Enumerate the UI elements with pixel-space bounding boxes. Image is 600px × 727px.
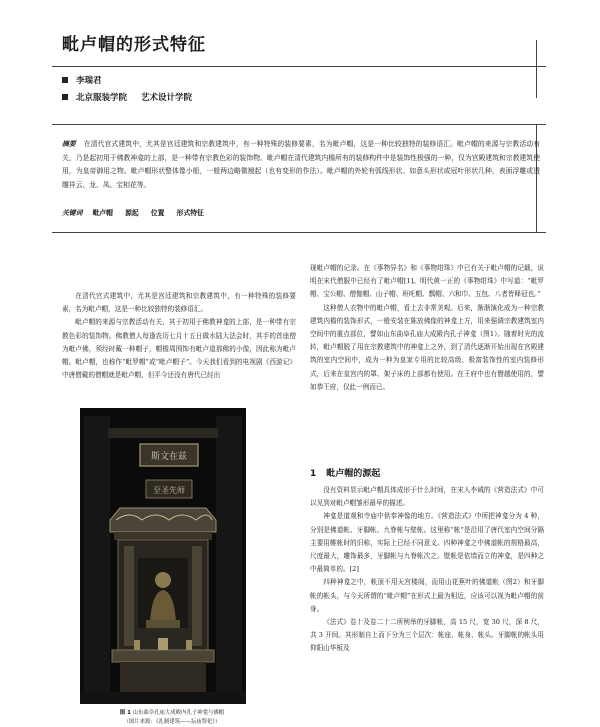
body-paragraph: 神龛是道观和寺庙中供奉神像的地方。《营造法式》中所把神龛分为 4 种，分别是佛道帐、牙脚帐、九脊帐与壁帐。这里称“帐”是沿用了唐代室内空间分隔主要用帷帐时的旧称，实际上已经不同意义。四种神龛之中佛道帐的规格最高，尺度最大，雕饰最多，牙脚帐与九脊帐次之。壁帐是依墙而立的神龛，是四种之中最简单的。[2]: [310, 512, 544, 574]
caption-text: 山东曲阜孔庙大成殿内孔子神龛与佛帽: [132, 710, 225, 716]
abstract-text: 在清代官式建筑中，尤其是宫廷建筑和宗教建筑中，有一种特殊的装修要素，名为毗卢帽，这是一种比较独特的装修语汇。毗卢帽的来源与宗教活动有关，乃是起初用于佛教神龛的上部，是一种带有宗教色彩的装饰物。毗卢帽在清代建筑内檐所有的装修构件中是装饰性极强的一种，仅为宫殿建筑和宗教建筑使用，为皇帝御用之物。毗卢帽形状整体像小船，一般两边略微翘起（也有变形的作法）。毗卢帽的外轮有弧线形状、如意头形状或冠叶形状几种，表面浮雕或透雕祥云、龙、凤、宝相花等。: [62, 140, 540, 189]
section-number: 1: [310, 469, 317, 479]
left-column: [62, 290, 296, 382]
abstract: [62, 138, 540, 192]
top-right-rule: [536, 40, 537, 98]
statue-head: [155, 572, 171, 588]
author-name: 李瑞君: [76, 76, 102, 86]
keyword: 源起: [125, 209, 139, 217]
keyword: 毗卢帽: [92, 209, 113, 217]
plaque-mid-text: 至圣先师: [153, 486, 185, 495]
body-paragraph: 在清代官式建筑中，尤其是宫廷建筑和宗教建筑中，有一种特殊的装修要素，名为毗卢帽，这是一种比较独特的装修语汇。: [62, 292, 296, 314]
abstract-rule-bottom: [52, 232, 546, 233]
altar-table: [112, 650, 214, 662]
right-column-top: [310, 262, 544, 394]
affiliation-school: 北京服装学院: [76, 93, 128, 103]
body-paragraph: 现毗卢帽的记录。在《事物异名》和《事物绀珠》中已有关于毗卢帽的记载，说明在宋代僧服中已经有了毗卢帽[1]。明代黄一正的《事物绀珠》中写道：“毗罗帽、宝公帽、僧伽帽、山子帽、班吒帽、瓢帽、六和巾、五包、八者皆释冠也。”: [310, 264, 544, 299]
square-bullet-icon: [62, 77, 68, 83]
keyword: 位置: [150, 209, 165, 217]
body-paragraph: 没有资料显示毗卢帽具体成形于什么时间，在宋人李诫的《营造法式》中可以见到对毗卢帽雏形最早的描述。: [310, 486, 544, 508]
keyword: 形式特征: [176, 209, 204, 217]
right-column-bottom: [310, 484, 544, 656]
caption-label: 图 1: [119, 710, 131, 716]
keywords-label: 关键词: [62, 209, 83, 217]
body-paragraph: 《法式》卷十及卷二十二所例举的牙脚帐，高 15 尺，宽 30 尺，深 8 尺，共 3 开间。其形制自上而下分为三个层次：帐座、帐身、帐头。牙脚帐的帐头用仰阳山华板及: [310, 618, 544, 653]
body-paragraph: 毗卢帽的来源与宗教活动有关，其于初用于佛教神龛的上部，是一种带有宗教色彩的装饰物。佛教僧人每逢农历七月十五日做水陆大法会时，其手的首座僧为毗卢佛，须经时戴一种帽子，帽檐周围饰有毗卢道那佛的小像，因此称为毗卢帽。毗卢帽，也称作“毗罗帽”或“毗卢帽子”。今天我们看到的电视剧《西游记》中唐僧戴的僧帽就是毗卢帽，但平今还没有唐代已经出: [62, 318, 296, 380]
body-paragraph: 这种僧人衣物中的毗卢帽，看上去非常美观。后来，渐渐演化成为一种宗教建筑内檐的装饰形式，一般安装在陈放佛像的神龛上方，用来强调宗教建筑室内空间中的重点部位，譬如山东曲阜孔庙大成殿内孔子神龛（图1）。随着时光的流转，毗卢帽脱了用在宗教建筑中的神龛上之外，到了清代逐渐开始出现在宫殿建筑的室内空间中，成为一种为皇家专用的比较高级、极富装饰性的室内装修形式，后来在皇宫内的罩、架子床的上部都有使用。在王府中也有僭越使用的，譬如恭王府，仅此一例而已。: [310, 303, 544, 391]
body-paragraph: 四种神龛之中，帐顶不用天宫楼阁，而用山花蕉叶的佛道帐（图2）和牙脚帐的帐头，与今天所谓的“毗卢帽”在形式上最为相近，应该可以视为毗卢帽的前身。: [310, 578, 544, 613]
section-heading: [310, 466, 380, 479]
shrine-photo-illustration: [80, 408, 246, 704]
keywords: [62, 207, 214, 219]
caption-source: （图片来源：《礼制建筑——坛庙祭祀》）: [123, 719, 221, 725]
author-line: [62, 74, 102, 86]
figure-photo: [80, 408, 246, 704]
abstract-label: 摘要: [62, 140, 76, 148]
square-bullet-icon: [62, 94, 68, 100]
abstract-rule-top: [52, 124, 546, 125]
plaque-top-text: 斯文在兹: [150, 452, 188, 462]
section-title: 毗卢帽的源起: [326, 469, 381, 479]
affiliation-department: 艺术设计学院: [141, 93, 193, 103]
figure-caption: [62, 709, 282, 727]
article-title: 毗卢帽的形式特征: [62, 35, 206, 55]
affiliation-line: [62, 91, 192, 103]
pilu-hat-canopy: [110, 508, 216, 532]
top-rule: [52, 66, 546, 67]
